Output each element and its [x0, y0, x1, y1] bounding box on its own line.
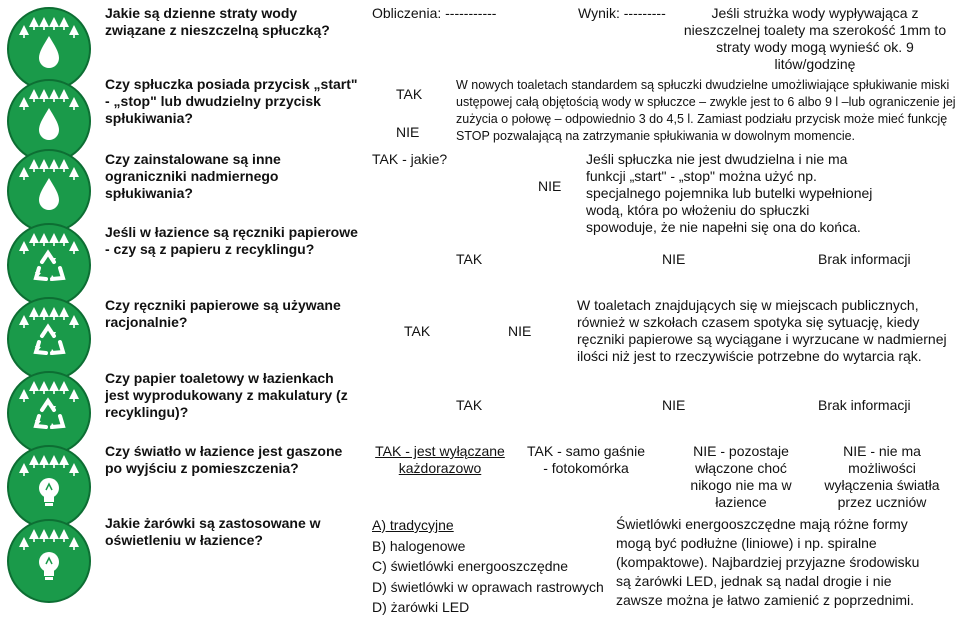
result-field[interactable]: Wynik: --------- — [578, 5, 666, 21]
question-flush-button: Czy spłuczka posiada przycisk „start" - „stop" lub dwudzielny przycisk spłukiwania? — [105, 76, 358, 126]
light-bulb-icon — [6, 518, 92, 604]
option-photocell[interactable]: TAK - samo gaśnie - fotokomórka — [526, 443, 645, 476]
option-tak[interactable]: TAK — [456, 397, 483, 413]
option-nie[interactable]: NIE — [538, 178, 562, 194]
bulb-option[interactable]: D) świetlówki w oprawach rastrowych — [372, 578, 604, 595]
option-tak[interactable]: TAK — [404, 323, 431, 339]
question-light-switched-off: Czy światło w łazience jest gaszone po wyjściu z pomieszczenia? — [105, 443, 343, 476]
note-paper-towels: W toaletach znajdujących się w miejscach publicznych, również w szkołach czasem spotyka się sytuację, kiedy ręczniki papierowe są wyciągane i wyrzucane w nadmiernej ilości niż jest to rzeczywiście potrzebne do wytarcia rąk. — [577, 297, 947, 364]
bulb-option[interactable]: C) świetlówki energooszczędne — [372, 558, 569, 574]
option-tak-jakie[interactable]: TAK - jakie? — [372, 151, 448, 167]
question-paper-towels-recycled: Jeśli w łazience są ręczniki papierowe - czy są z papieru z recyklingu? — [105, 224, 358, 257]
option-stays-on[interactable]: NIE - pozostaje włączone choć nikogo nie ma w łazience — [690, 443, 792, 510]
question-toilet-paper-recycled: Czy papier toaletowy w łazienkach jest wyprodukowany z makulatury (z recyklingu)? — [105, 370, 348, 420]
option-nie[interactable]: NIE — [662, 251, 686, 267]
option-brak-informacji[interactable]: Brak informacji — [818, 397, 911, 413]
bulb-option[interactable]: A) tradycyjne — [372, 517, 454, 533]
bulb-options — [372, 515, 604, 618]
bulb-option[interactable]: B) halogenowe — [372, 537, 466, 554]
option-always-off[interactable]: TAK - jest wyłączane każdorazowo — [375, 443, 505, 476]
option-brak-informacji[interactable]: Brak informacji — [818, 251, 911, 267]
bulb-option[interactable]: D) żarówki LED — [372, 599, 470, 615]
option-nie[interactable]: NIE — [662, 397, 686, 413]
question-paper-towels-rational: Czy ręczniki papierowe są używane racjonalnie? — [105, 297, 341, 330]
note-bulbs: Świetlówki energooszczędne mają różne formy mogą być podłużne (liniowe) i np. spiralne (kompaktowe). Najbardziej przyjazne środowisku są żarówki LED, jednak są nadal drogie i nie zawsze można je łatwo zamienić z poprzednimi. — [616, 516, 920, 608]
question-bulb-types: Jakie żarówki są zastosowane w oświetleniu w łazience? — [105, 515, 321, 548]
calculation-field[interactable]: Obliczenia: ----------- — [372, 5, 497, 21]
option-nie[interactable]: NIE — [396, 124, 420, 140]
question-other-limiters: Czy zainstalowane są inne ograniczniki nadmiernego spłukiwania? — [105, 151, 281, 201]
note-dual-flush: W nowych toaletach standardem są spłuczki dwudzielne umożliwiające spłukiwanie miski ustępowej całą objętością wody w spłuczce – zwykle jest to 6 albo 9 l –lub ograniczenie jej zużycia o połowę – odpowiednio 3 do 4,5 l. Zamiast podziału przycisk może mieć funkcję STOP pozwalającą na zatrzymanie spłukiwania w dowolnym momencie. — [456, 78, 956, 143]
note-limiters: Jeśli spłuczka nie jest dwudzielna i nie ma funkcji „start" - „stop" można użyć np. specjalnego pojemnika lub butelki wypełnionej wodą, która po włożeniu do spłuczki spowoduje, że nie napełni się ona do końca. — [586, 151, 873, 235]
option-tak[interactable]: TAK — [396, 86, 423, 102]
option-no-switch[interactable]: NIE - nie ma możliwości wyłączenia światła przez uczniów — [824, 443, 940, 510]
option-tak[interactable]: TAK — [456, 251, 483, 267]
question-water-loss: Jakie są dzienne straty wody związane z nieszczelną spłuczką? — [105, 5, 330, 38]
option-nie[interactable]: NIE — [508, 323, 532, 339]
note-water-loss: Jeśli strużka wody wypływająca z nieszczelnej toalety ma szerokość 1mm to straty wody mogą wynieść ok. 9 litów/godzinę — [683, 5, 947, 72]
